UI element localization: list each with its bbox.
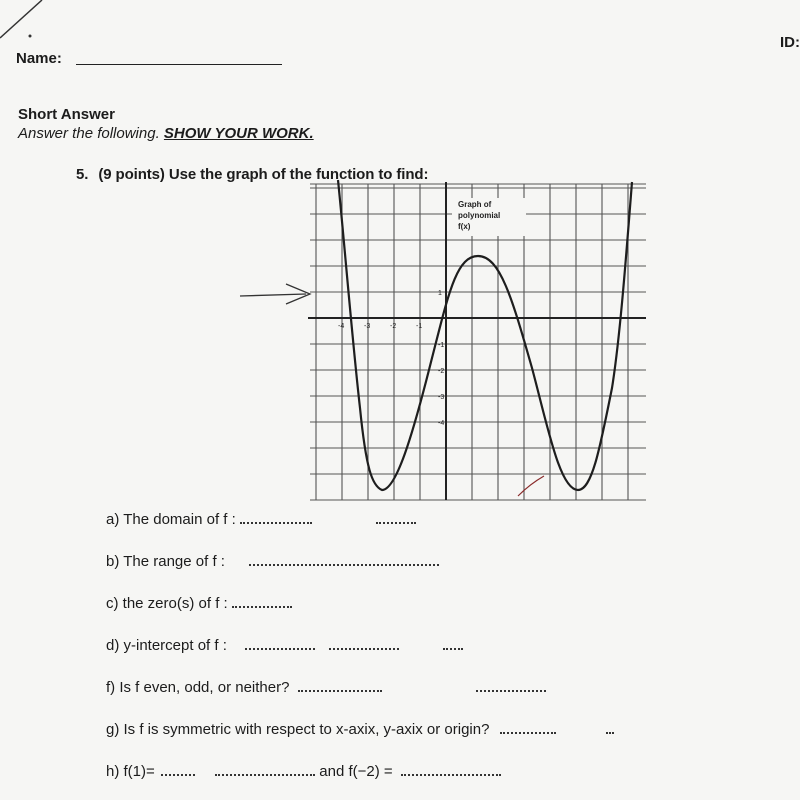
part-c [106, 595, 292, 612]
part-c-label: c) the zero(s) of f : [106, 595, 228, 612]
part-c-answer[interactable] [232, 596, 292, 608]
part-g-answer-2[interactable] [606, 722, 614, 734]
part-f-answer-2[interactable] [476, 680, 546, 692]
pen-scribble [518, 476, 544, 496]
section-title: Short Answer [18, 106, 115, 123]
instruction-emphasis: SHOW YOUR WORK. [163, 125, 314, 142]
polynomial-graph [300, 178, 652, 506]
y-tick-label: -1 [438, 342, 445, 349]
graph-label-line3: f(x) [458, 222, 471, 231]
part-d [106, 637, 463, 654]
part-d-answer-2[interactable] [329, 638, 399, 650]
part-b-label: b) The range of f : [106, 553, 225, 570]
part-b [106, 553, 439, 570]
x-tick-label: -1 [416, 323, 423, 330]
part-d-answer[interactable] [245, 638, 315, 650]
part-h-answer-1b[interactable] [215, 764, 315, 776]
question-number: 5. [76, 166, 89, 183]
graph-label-line1: Graph of [458, 200, 492, 209]
y-tick-label: -2 [438, 368, 445, 375]
instructions [18, 125, 314, 142]
y-tick-label: -3 [438, 394, 445, 401]
part-h-answer-1[interactable] [161, 764, 195, 776]
part-f [106, 679, 546, 696]
part-a [106, 511, 416, 528]
part-d-answer-3[interactable] [443, 638, 463, 650]
graph-label-line2: polynomial [458, 211, 501, 220]
part-f-answer[interactable] [298, 680, 382, 692]
part-g-answer[interactable] [500, 722, 556, 734]
part-g-label: g) Is f is symmetric with respect to x-axix, y-axix or origin? [106, 721, 490, 738]
y-tick-label: -4 [438, 420, 445, 427]
name-label: Name: [16, 50, 62, 67]
id-label: ID: [780, 34, 800, 51]
x-tick-label: -3 [364, 323, 371, 330]
part-a-answer-2[interactable] [376, 512, 416, 524]
part-f-label: f) Is f even, odd, or neither? [106, 679, 290, 696]
part-g [106, 721, 614, 738]
part-h-answer-2[interactable] [401, 764, 501, 776]
part-h-label: h) f(1)= [106, 763, 155, 780]
part-h [106, 763, 501, 780]
y-tick-label: 1 [438, 290, 442, 297]
part-h-label-2: and f(−2) = [319, 763, 393, 780]
part-a-label: a) The domain of f : [106, 511, 236, 528]
part-d-label: d) y-intercept of f : [106, 637, 227, 654]
part-b-answer[interactable] [249, 554, 439, 566]
question-text: (9 points) Use the graph of the function to find: [98, 166, 429, 183]
x-tick-label: -2 [390, 323, 397, 330]
x-tick-label: -4 [338, 323, 345, 330]
part-a-answer[interactable] [240, 512, 312, 524]
corner-pen-mark [0, 0, 60, 50]
instruction-text: Answer the following. [18, 125, 164, 142]
name-field[interactable] [76, 64, 282, 65]
